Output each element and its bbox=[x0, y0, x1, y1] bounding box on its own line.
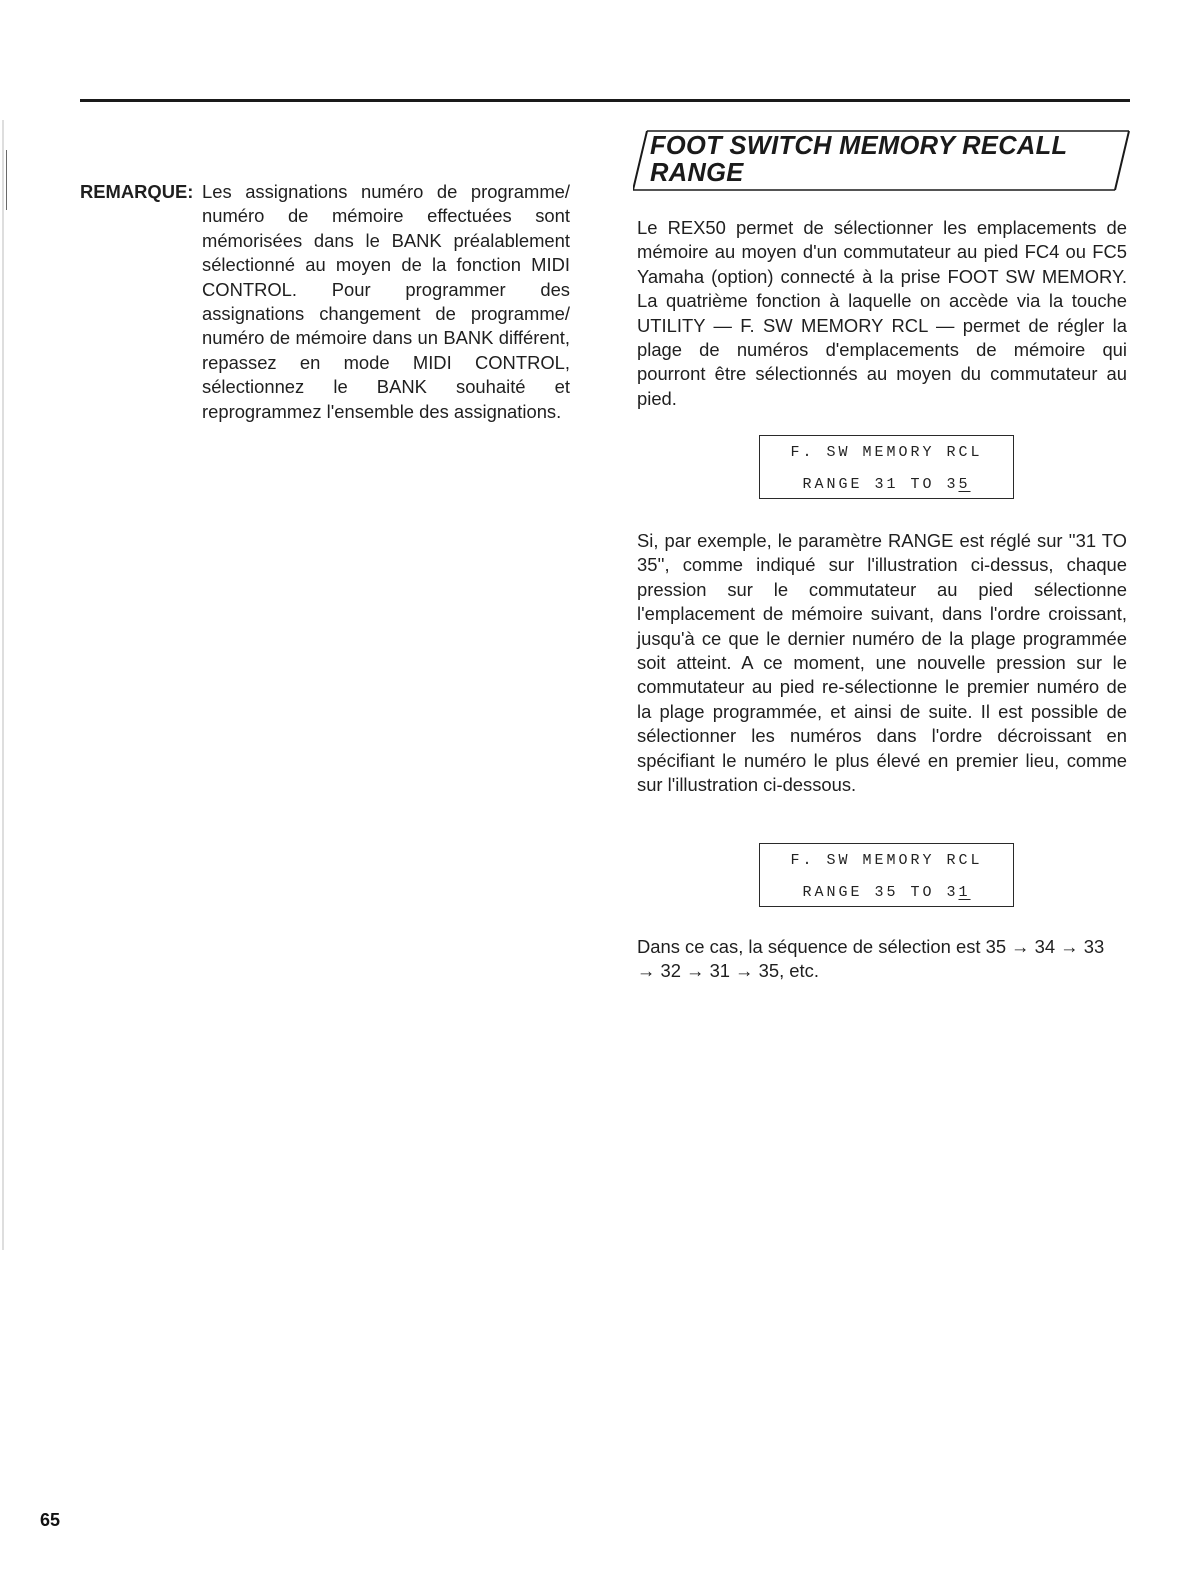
lcd-line-1: F. SW MEMORY RCL bbox=[790, 852, 983, 869]
section-title: FOOT SWITCH MEMORY RECALL RANGE bbox=[650, 132, 1067, 187]
page-number: 65 bbox=[40, 1510, 61, 1530]
lcd-line-2 bbox=[760, 884, 1013, 901]
lcd-display-ascending bbox=[759, 435, 1014, 499]
remark-label: REMARQUE: bbox=[80, 181, 194, 202]
lcd-line-2-text: RANGE 31 TO 3 bbox=[802, 476, 959, 493]
lcd-line-1: F. SW MEMORY RCL bbox=[790, 444, 983, 461]
lcd-display-descending bbox=[759, 843, 1014, 907]
sequence-paragraph: Dans ce cas, la séquence de sélection est 35 → 34 → 33 → 32 → 31 → 35, etc. bbox=[637, 936, 1105, 982]
example-paragraph: Si, par exemple, le paramètre RANGE est réglé sur ''31 TO 35'', comme indiqué sur l'illustration ci-dessus, chaque pression sur le commutateur au pied sélectionne l'emplacement de mémoire suivant, dans l'ordre croissant, jusqu'à ce que le dernier numéro de la plage programmée soit atteint. A ce moment, une nouvelle pression sur le commutateur au pied re-sélectionne le premier numéro de la plage programmée, et ainsi de suite. Il est possible de sélectionner les numéros dans l'ordre décroissant en spécifiant le numéro le plus élevé en premier lieu, comme sur l'illustration ci-dessous. bbox=[637, 530, 1127, 796]
intro-paragraph: Le REX50 permet de sélectionner les emplacements de mémoire au moyen d'un commutateur au pied FC4 ou FC5 Yamaha (option) connecté à la prise FOOT SW MEMORY. La quatrième fonction à laquelle on accède via la touche UTILITY — F. SW MEMORY RCL — permet de régler la plage de numéros d'emplacements de mémoire qui pourront être sélectionnés au moyen du commutateur au pied. bbox=[637, 217, 1127, 409]
scan-edge-artifact bbox=[2, 120, 4, 1250]
lcd-cursor-digit: 1 bbox=[958, 884, 971, 901]
section-heading bbox=[633, 128, 1133, 192]
lcd-cursor-digit: 5 bbox=[958, 476, 971, 493]
lcd-line-2-text: RANGE 35 TO 3 bbox=[802, 884, 959, 901]
remark-text: Les assignations numéro de programme/ numéro de mémoire effectuées sont mémorisées dans le BANK préalablement sélectionné au moyen de la fonction MIDI CONTROL. Pour programmer des assignations changement de programme/ numéro de mémoire dans un BANK différent, repassez en mode MIDI CONTROL, sélectionnez le BANK souhaité et reprogrammez l'ensemble des assignations. bbox=[202, 181, 570, 422]
lcd-line-2 bbox=[760, 476, 1013, 493]
top-rule bbox=[80, 99, 1130, 102]
scan-edge-artifact-dark bbox=[6, 150, 7, 210]
remark-block bbox=[80, 180, 570, 424]
